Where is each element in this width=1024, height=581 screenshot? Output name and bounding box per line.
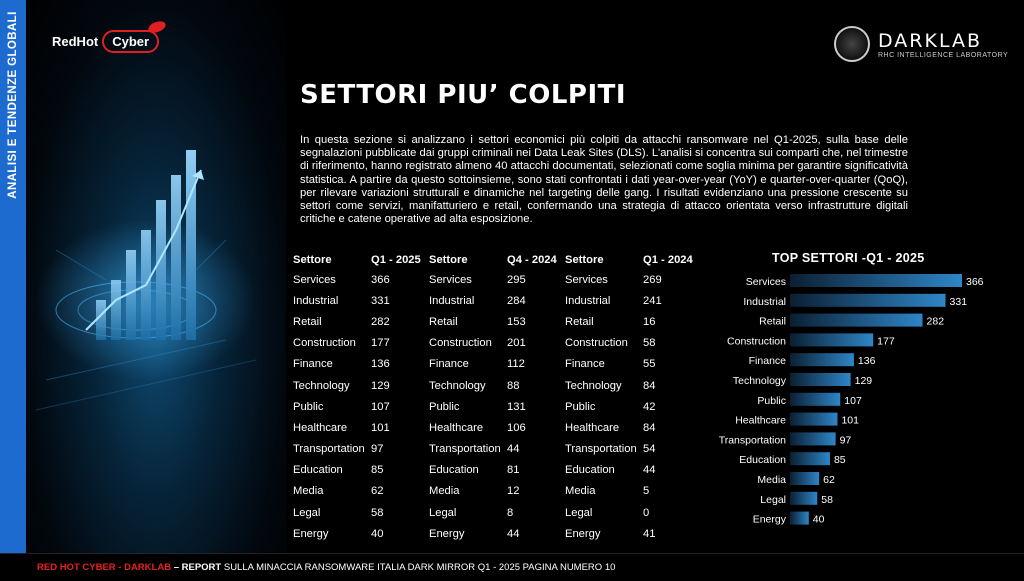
bar-value-label: 129 (854, 375, 873, 387)
value-cell: 42 (643, 400, 656, 413)
table-row (293, 417, 703, 438)
table-row (293, 269, 703, 290)
bar (790, 314, 923, 327)
value-cell: 16 (643, 315, 656, 328)
value-cell: 44 (507, 443, 520, 456)
value-cell: 97 (371, 443, 384, 456)
value-cell: 295 (507, 273, 526, 286)
value-cell: 55 (643, 358, 656, 371)
sector-cell: Construction (293, 337, 356, 350)
sector-cell: Services (565, 273, 608, 286)
table-row (293, 460, 703, 481)
bar (790, 492, 817, 505)
bar-category-label: Services (745, 276, 786, 288)
bar-value-label: 97 (839, 434, 852, 447)
bar-value-label: 101 (841, 414, 859, 427)
bar (790, 512, 809, 525)
bar-category-label: Education (739, 454, 786, 467)
col-header-q1-2024: Q1 - 2024 (643, 254, 693, 266)
bar-value-label: 136 (857, 355, 876, 368)
value-cell: 8 (507, 506, 514, 519)
sector-cell: Legal (565, 506, 593, 519)
sector-cell: Transportation (429, 443, 501, 456)
value-cell: 44 (643, 464, 656, 477)
value-cell: 81 (507, 464, 520, 477)
col-header-sector: Settore (429, 254, 468, 266)
bar-category-label: Technology (732, 375, 786, 387)
value-cell: 44 (507, 527, 520, 540)
bar (790, 333, 873, 346)
table-row (293, 439, 703, 460)
value-cell: 201 (507, 337, 526, 350)
sector-cell: Industrial (429, 294, 475, 307)
value-cell: 331 (371, 294, 390, 307)
bar-value-label: 85 (833, 454, 846, 467)
logo-redhot-text: RedHot (52, 34, 99, 49)
value-cell: 107 (371, 400, 390, 413)
bar-value-label: 366 (966, 276, 984, 288)
col-header-q1-2025: Q1 - 2025 (371, 254, 421, 266)
value-cell: 5 (643, 485, 650, 498)
sector-cell: Construction (429, 337, 492, 350)
bar-category-label: Media (757, 474, 786, 486)
bar-category-label: Retail (759, 315, 786, 328)
value-cell: 0 (643, 506, 650, 519)
sector-cell: Education (293, 464, 343, 477)
darklab-logo (834, 26, 1008, 62)
chart-title: TOP SETTORI -Q1 - 2025 (772, 251, 925, 265)
table-row (293, 375, 703, 396)
sector-cell: Transportation (565, 443, 637, 456)
sector-cell: Services (429, 273, 472, 286)
sector-cell: Public (429, 400, 460, 413)
bar-category-label: Industrial (743, 295, 786, 308)
table-row (293, 481, 703, 502)
sector-cell: Healthcare (429, 421, 484, 434)
value-cell: 366 (371, 273, 390, 286)
col-header-sector: Settore (565, 254, 604, 266)
value-cell: 284 (507, 294, 526, 307)
value-cell: 136 (371, 358, 390, 371)
sector-cell: Transportation (293, 443, 365, 456)
value-cell: 153 (507, 315, 526, 328)
table-row (293, 396, 703, 417)
value-cell: 112 (507, 358, 525, 371)
bar-value-label: 331 (949, 295, 968, 308)
value-cell: 41 (643, 527, 656, 540)
value-cell: 131 (507, 400, 526, 413)
col-header-sector: Settore (293, 254, 332, 266)
sector-cell: Retail (565, 315, 594, 328)
bar-value-label: 62 (823, 474, 835, 486)
bar-value-label: 282 (926, 315, 945, 328)
circuit-chart-illustration (26, 0, 286, 553)
table-row (293, 311, 703, 332)
table-row (293, 523, 703, 544)
footer-text (37, 562, 615, 573)
table-header-row (293, 251, 703, 269)
footer-report: REPORT (181, 562, 222, 573)
sector-cell: Industrial (293, 294, 339, 307)
sector-cell: Healthcare (293, 421, 348, 434)
sector-cell: Services (293, 273, 336, 286)
sector-cell: Finance (293, 358, 333, 371)
sector-cell: Public (293, 400, 324, 413)
footer-rest: SULLA MINACCIA RANSOMWARE ITALIA DARK MIRROR Q1 - 2025 PAGINA NUMERO 10 (221, 562, 616, 573)
intro-paragraph: In questa sezione si analizzano i settori economici più colpiti da attacchi ransomware nel Q1-2025, sulla base delle segnalazioni pubblicate dai gruppi criminali nei Data Leak Sites (DLS). L'analisi si concentra sui comparti che, nel trimestre di riferimento, hanno registrato almeno 40 attacchi documentati, selezionati come soglia minima per garantire significatività statistica. A partire da questo sottoinsieme, sono stati confrontati i dati year-over-year (YoY) e quarter-over-quarter (QoQ), per rilevare variazioni strutturali e dinamiche nel targeting delle gang. I risultati evidenziano una pressione crescente su settori come servizi, manifatturiero e retail, confermando una strategia di attacco orientata verso infrastrutture digitali critiche e catene operative ad alta esposizione. (300, 134, 908, 226)
sector-cell: Media (429, 485, 460, 498)
bar (790, 432, 836, 445)
sector-cell: Technology (429, 379, 486, 392)
bar-category-label: Transportation (718, 434, 786, 447)
decorative-artwork (26, 0, 286, 553)
bar-category-label: Public (757, 394, 786, 407)
sector-cell: Technology (565, 379, 622, 392)
sector-cell: Construction (565, 337, 628, 350)
table-body (293, 269, 703, 544)
bar (790, 294, 946, 307)
value-cell: 62 (371, 485, 384, 498)
value-cell: 84 (643, 421, 656, 434)
sector-comparison-table (293, 251, 703, 544)
bar (790, 413, 837, 426)
sector-cell: Energy (565, 527, 601, 540)
bar (790, 393, 840, 406)
table-row (293, 502, 703, 523)
bar (790, 452, 830, 465)
value-cell: 12 (507, 485, 520, 498)
value-cell: 88 (507, 379, 520, 392)
logo-cyber-text: Cyber (102, 30, 159, 53)
table-row (293, 333, 703, 354)
table-row (293, 290, 703, 311)
bar-category-label: Construction (727, 335, 786, 348)
sector-cell: Healthcare (565, 421, 620, 434)
value-cell: 129 (371, 379, 390, 392)
sector-cell: Retail (429, 315, 458, 328)
value-cell: 241 (643, 294, 662, 307)
bar (790, 373, 851, 386)
value-cell: 177 (371, 337, 390, 350)
value-cell: 101 (371, 421, 390, 434)
footer-dash: – (171, 562, 182, 573)
col-header-q4-2024: Q4 - 2024 (507, 254, 557, 266)
sector-cell: Media (565, 485, 596, 498)
bar (790, 274, 962, 287)
darklab-seal-icon (834, 26, 870, 62)
bar-category-label: Finance (748, 355, 786, 368)
sector-cell: Finance (429, 358, 469, 371)
value-cell: 54 (643, 443, 656, 456)
sector-cell: Education (565, 464, 615, 477)
sector-cell: Legal (429, 506, 457, 519)
bar (790, 353, 854, 366)
bar-category-label: Healthcare (735, 414, 786, 427)
value-cell: 85 (371, 464, 384, 477)
redhot-cyber-logo (52, 30, 159, 53)
sector-cell: Legal (293, 506, 321, 519)
bar-category-label: Energy (752, 513, 786, 526)
value-cell: 282 (371, 315, 390, 328)
sector-cell: Finance (565, 358, 605, 371)
sector-cell: Technology (293, 379, 350, 392)
sidebar-label: ANALISI E TENDENZE GLOBALI (7, 11, 19, 199)
footer-brand: RED HOT CYBER - DARKLAB (37, 562, 172, 573)
value-cell: 84 (643, 379, 656, 392)
page-title: SETTORI PIU’ COLPITI (300, 80, 627, 110)
darklab-subtitle: RHC INTELLIGENCE LABORATORY (878, 51, 1009, 59)
sector-cell: Education (429, 464, 479, 477)
table-row (293, 354, 703, 375)
bar-value-label: 177 (877, 335, 895, 348)
bar-category-label: Legal (760, 493, 786, 506)
bar-value-label: 58 (821, 493, 833, 506)
darklab-name: DARKLAB (878, 29, 983, 52)
value-cell: 40 (371, 527, 384, 540)
bar-value-label: 107 (844, 394, 862, 407)
bar-value-label: 40 (812, 513, 825, 526)
sector-cell: Media (293, 485, 324, 498)
top-sectors-bar-chart (700, 270, 1000, 535)
value-cell: 269 (643, 273, 662, 286)
sector-cell: Energy (293, 527, 329, 540)
sector-cell: Retail (293, 315, 322, 328)
sector-cell: Industrial (565, 294, 611, 307)
sidebar-strip (0, 0, 26, 553)
bar (790, 472, 819, 485)
value-cell: 58 (643, 337, 656, 350)
value-cell: 58 (371, 506, 384, 519)
sector-cell: Energy (429, 527, 465, 540)
value-cell: 106 (507, 421, 526, 434)
sector-cell: Public (565, 400, 596, 413)
